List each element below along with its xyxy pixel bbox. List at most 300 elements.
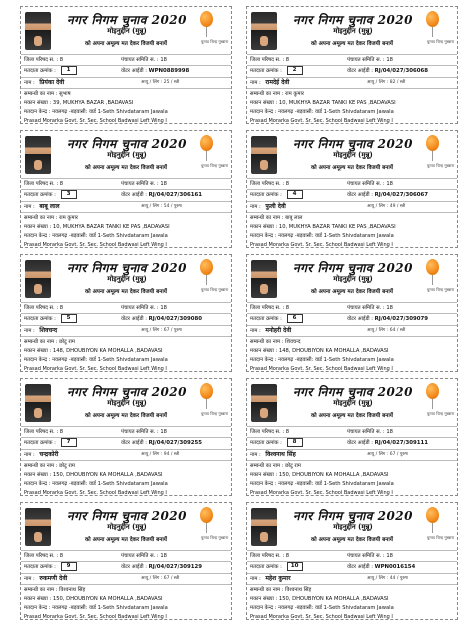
slip-header [247,7,457,54]
relative-label: सम्बन्धी का नाम : [24,215,58,221]
school-row [21,489,231,496]
candidate-photo [25,508,51,546]
district-row [247,302,457,313]
serial-label: मतदाता क्रमांक : [250,68,282,74]
voter-id: RJ/04/027/306067 [374,192,428,198]
voter-id-field: वोटर आईडी : WPN0016154 [347,564,416,570]
balloon-string [206,523,207,533]
voter-row [247,561,457,573]
house-row [247,595,457,604]
appeal-text: को अपना अमूल्य मत देकर विजयी बनायें [311,165,393,171]
candidate-name: मोइनुद्दीन (मुन्नू) [107,151,147,159]
voter-name: शिवचन्द [39,327,58,334]
balloon-string [206,399,207,409]
house-row [247,99,457,108]
school-row [247,117,457,124]
centre-row [247,604,457,613]
school-row [21,241,231,248]
name-row [21,573,231,584]
house-row [247,471,457,480]
house-address: 150, DHOUBIYON KA MOHALLA ,BADAVASI [278,596,389,602]
house-label: मकान संख्या : [250,348,278,354]
relative-row [247,584,457,595]
serial-number: 8 [287,438,303,447]
serial-label: मतदाता क्रमांक : [250,564,282,570]
school-name: Prasad Morarka Govt. Sr. Sec. School Badwasi Left Wing I [24,614,167,620]
district-value: 8 [285,305,290,311]
election-title: नगर निगम चुनाव 2020 [292,385,414,399]
centre-value: नवलगढ़ -बड़वासी: वार्ड 1-Seth Shivdataram Jawala [52,605,168,611]
voter-name: प्रियंका देवी [39,79,65,86]
centre-label: मतदान केन्द्र : [250,481,277,487]
centre-row [247,356,457,365]
centre-row [21,356,231,365]
name-label: नाम : [250,576,261,582]
name-label: नाम : [250,204,261,210]
relative-name: छोटू राम [59,463,75,469]
slip-grid [20,6,456,620]
district-label: जिला परिषद स. : [250,553,285,559]
appeal-text: को अपना अमूल्य मत देकर विजयी बनायें [311,537,393,543]
appeal-text: को अपना अमूल्य मत देकर विजयी बनायें [85,289,167,295]
name-row [21,201,231,212]
balloon-string [432,399,433,409]
house-row [247,347,457,356]
election-symbol-label: चुनाव चिन्ह गुब्बारा [426,411,454,416]
election-symbol-label: चुनाव चिन्ह गुब्बारा [200,411,228,416]
balloon-string [432,275,433,285]
relative-name: विश्वनाथ सिंह [59,587,86,593]
election-symbol-label: चुनाव चिन्ह गुब्बारा [200,535,228,540]
voter-slip [246,502,458,620]
balloon-icon [426,11,439,27]
district-label: जिला परिषद स. : [250,305,285,311]
name-row [21,77,231,88]
district-label: जिला परिषद स. : [250,429,285,435]
district-row [247,54,457,65]
election-symbol-label: चुनाव चिन्ह गुब्बारा [200,287,228,292]
voter-id-field: वोटर आईडी : RJ/04/027/306161 [121,192,202,198]
relative-label: सम्बन्धी का नाम : [250,463,284,469]
house-label: मकान संख्या : [250,472,278,478]
house-label: मकान संख्या : [24,100,52,106]
centre-row [247,480,457,489]
relative-label: सम्बन्धी का नाम : [250,587,284,593]
name-label: नाम : [24,328,35,334]
relative-label: सम्बन्धी का नाम : [24,91,58,97]
school-name: Prasad Morarka Govt. Sr. Sec. School Badwasi Left Wing I [250,490,393,496]
centre-label: मतदान केन्द्र : [24,605,51,611]
slip-header [247,503,457,550]
district-label: जिला परिषद स. : [24,553,59,559]
candidate-name: मोइनुद्दीन (मुन्नू) [333,151,373,159]
serial-label: मतदाता क्रमांक : [24,440,56,446]
panchayat-field: पंचायत समिति स. : 18 [121,305,167,311]
candidate-name: मोइनुद्दीन (मुन्नू) [107,27,147,35]
district-row [247,550,457,561]
candidate-photo [251,12,277,50]
serial-number: 1 [61,66,77,75]
balloon-string [432,523,433,533]
candidate-photo [25,384,51,422]
balloon-icon [426,383,439,399]
panchayat-field: पंचायत समिति स. : 18 [347,181,393,187]
serial-label: मतदाता क्रमांक : [24,316,56,322]
relative-row [21,212,231,223]
election-title: नगर निगम चुनाव 2020 [66,137,188,151]
balloon-string [206,27,207,37]
appeal-text: को अपना अमूल्य मत देकर विजयी बनायें [311,289,393,295]
name-row [21,325,231,336]
name-row [247,201,457,212]
house-address: 148, DHOUBIYON KA MOHALLA ,BADAVASI [52,348,163,354]
district-value: 8 [285,181,290,187]
relative-row [21,336,231,347]
voter-id-field: वोटर आईडी : RJ/04/027/306067 [347,192,428,198]
voter-id: RJ/04/027/309111 [374,440,428,446]
district-row [247,178,457,189]
serial-label: मतदाता क्रमांक : [24,564,56,570]
panchayat-field: पंचायत समिति स. : 18 [121,181,167,187]
voter-slip [246,254,458,372]
house-address: 10, MUKHYA BAZAR TANKI KE PAS ,BADAVASI [52,224,170,230]
age-gender: आयु / लिंग : 49 / स्त्री [367,204,406,209]
election-title: नगर निगम चुनाव 2020 [292,13,414,27]
house-address: 39, MUKHYA BAZAR ,BADAVASI [52,100,134,106]
balloon-string [206,151,207,161]
house-row [247,223,457,232]
house-row [21,595,231,604]
voter-id-field: वोटर आईडी : RJ/04/027/309080 [121,316,202,322]
house-address: 150, DHOUBIYON KA MOHALLA ,BADAVASI [52,596,163,602]
house-label: मकान संख्या : [250,100,278,106]
centre-row [21,108,231,117]
voter-row [247,65,457,77]
slip-header [247,131,457,178]
age-gender: आयु / लिंग : 54 / पुरुष [141,204,182,209]
voter-id: WPN0016154 [374,564,416,570]
panchayat-field: पंचायत समिति स. : 18 [121,57,167,63]
school-name: Prasad Morarka Govt. Sr. Sec. School Badwasi Left Wing I [24,490,167,496]
house-address: 150, DHOUBIYON KA MOHALLA ,BADAVASI [52,472,163,478]
serial-number: 3 [61,190,77,199]
district-label: जिला परिषद स. : [250,181,285,187]
voter-slip [246,378,458,496]
serial-label: मतदाता क्रमांक : [24,68,56,74]
age-gender: आयु / लिंग : 67 / स्त्री [141,576,180,581]
district-label: जिला परिषद स. : [250,57,285,63]
appeal-text: को अपना अमूल्य मत देकर विजयी बनायें [85,41,167,47]
age-gender: आयु / लिंग : 67 / पुरुष [367,452,408,457]
voter-name: रुकमणी देवी [39,575,68,582]
house-label: मकान संख्या : [24,348,52,354]
candidate-photo [25,260,51,298]
voter-row [247,189,457,201]
centre-value: नवलगढ़ -बड़वासी: वार्ड 1-Seth Shivdataram Jawala [278,233,394,239]
district-value: 8 [59,553,64,559]
balloon-string [432,27,433,37]
house-address: 10, MUKHYA BAZAR TANKI KE PAS ,BADAVASI [278,224,396,230]
centre-label: मतदान केन्द्र : [24,357,51,363]
balloon-icon [200,135,213,151]
district-label: जिला परिषद स. : [24,57,59,63]
election-title: नगर निगम चुनाव 2020 [66,509,188,523]
voter-slip [20,378,232,496]
voter-slip [246,6,458,124]
relative-name: सुभाष [59,91,71,97]
house-label: मकान संख्या : [24,224,52,230]
voter-id: RJ/04/027/306068 [374,68,428,74]
district-value: 8 [59,57,64,63]
relative-name: छोटू राम [59,339,75,345]
voter-slip [20,254,232,372]
voter-id: RJ/04/027/309080 [148,316,202,322]
slip-header [21,7,231,54]
candidate-name: मोइनुद्दीन (मुन्नू) [333,523,373,531]
centre-row [247,108,457,117]
centre-row [247,232,457,241]
appeal-text: को अपना अमूल्य मत देकर विजयी बनायें [311,413,393,419]
serial-number: 5 [61,314,77,323]
slip-header [247,255,457,302]
relative-label: सम्बन्धी का नाम : [24,463,58,469]
election-title: नगर निगम चुनाव 2020 [292,261,414,275]
election-title: नगर निगम चुनाव 2020 [292,137,414,151]
school-name: Prasad Morarka Govt. Sr. Sec. School Badwasi Left Wing I [250,242,393,248]
centre-row [21,604,231,613]
voter-row [21,313,231,325]
balloon-string [432,151,433,161]
appeal-text: को अपना अमूल्य मत देकर विजयी बनायें [85,413,167,419]
age-gender: आयु / लिंग : 25 / स्त्री [141,80,180,85]
election-symbol-label: चुनाव चिन्ह गुब्बारा [426,39,454,44]
balloon-icon [426,507,439,523]
slip-header [21,131,231,178]
name-label: नाम : [24,80,35,86]
panchayat-field: पंचायत समिति स. : 18 [121,429,167,435]
centre-value: नवलगढ़ -बड़वासी: वार्ड 1-Seth Shivdataram Jawala [52,233,168,239]
district-label: जिला परिषद स. : [24,429,59,435]
house-row [21,471,231,480]
house-label: मकान संख्या : [250,224,278,230]
school-row [247,241,457,248]
district-value: 8 [59,429,64,435]
district-row [21,550,231,561]
relative-row [247,460,457,471]
centre-value: नवलगढ़ -बड़वासी: वार्ड 1-Seth Shivdataram Jawala [278,481,394,487]
appeal-text: को अपना अमूल्य मत देकर विजयी बनायें [85,537,167,543]
panchayat-field: पंचायत समिति स. : 18 [347,305,393,311]
voter-row [247,313,457,325]
house-address: 10, MUKHYA BAZAR TANKI KE PAS ,BADAVASI [278,100,396,106]
school-name: Prasad Morarka Govt. Sr. Sec. School Badwasi Left Wing I [250,366,393,372]
balloon-icon [426,259,439,275]
serial-number: 10 [287,562,303,571]
serial-label: मतदाता क्रमांक : [250,316,282,322]
school-row [21,613,231,620]
relative-label: सम्बन्धी का नाम : [250,91,284,97]
election-title: नगर निगम चुनाव 2020 [66,13,188,27]
candidate-photo [25,12,51,50]
name-row [21,449,231,460]
voter-id: RJ/04/027/309255 [148,440,202,446]
centre-row [21,232,231,241]
voter-row [21,189,231,201]
candidate-photo [25,136,51,174]
candidate-name: मोइनुद्दीन (मुन्नू) [107,275,147,283]
relative-label: सम्बन्धी का नाम : [250,339,284,345]
voter-id: WPN0889998 [148,68,190,74]
panchayat-field: पंचायत समिति स. : 18 [347,429,393,435]
voter-slip [20,6,232,124]
district-row [21,426,231,437]
election-symbol-label: चुनाव चिन्ह गुब्बारा [426,535,454,540]
centre-value: नवलगढ़ -बड़वासी: वार्ड 1-Seth Shivdataram Jawala [278,357,394,363]
balloon-icon [200,383,213,399]
school-row [247,489,457,496]
voter-name: बाबू लाल [39,203,60,210]
candidate-name: मोइनुद्दीन (मुन्नू) [107,523,147,531]
name-row [247,77,457,88]
house-label: मकान संख्या : [250,596,278,602]
voter-row [21,437,231,449]
voter-id: RJ/04/027/309129 [148,564,202,570]
centre-label: मतदान केन्द्र : [250,233,277,239]
district-row [21,54,231,65]
house-label: मकान संख्या : [24,596,52,602]
voter-id-field: वोटर आईडी : RJ/04/027/309111 [347,440,428,446]
voter-name: फुली देवी [265,203,286,210]
age-gender: आयु / लिंग : 44 / पुरुष [367,576,408,581]
district-label: जिला परिषद स. : [24,181,59,187]
panchayat-field: पंचायत समिति स. : 18 [347,57,393,63]
candidate-name: मोइनुद्दीन (मुन्नू) [333,27,373,35]
house-row [21,99,231,108]
serial-number: 4 [287,190,303,199]
district-label: जिला परिषद स. : [24,305,59,311]
house-address: 150, DHOUBIYON KA MOHALLA ,BADAVASI [278,472,389,478]
panchayat-field: पंचायत समिति स. : 18 [121,553,167,559]
election-symbol-label: चुनाव चिन्ह गुब्बारा [426,287,454,292]
voter-row [21,65,231,77]
relative-name: शिवचन्द [285,339,301,345]
voter-name: मनोहरी देवी [265,327,292,334]
candidate-name: मोइनुद्दीन (मुन्नू) [333,399,373,407]
district-value: 8 [285,57,290,63]
centre-label: मतदान केन्द्र : [24,233,51,239]
election-title: नगर निगम चुनाव 2020 [292,509,414,523]
voter-name: विश्वनाथ सिंह [265,451,296,458]
slip-header [247,379,457,426]
name-label: नाम : [250,452,261,458]
balloon-icon [426,135,439,151]
school-name: Prasad Morarka Govt. Sr. Sec. School Badwasi Left Wing I [250,614,393,620]
relative-label: सम्बन्धी का नाम : [24,339,58,345]
voter-id: RJ/04/027/306161 [148,192,202,198]
serial-label: मतदाता क्रमांक : [24,192,56,198]
school-row [21,365,231,372]
voter-row [247,437,457,449]
district-value: 8 [59,305,64,311]
relative-label: सम्बन्धी का नाम : [250,215,284,221]
balloon-icon [200,259,213,275]
relative-name: बाबू लाल [285,215,303,221]
name-label: नाम : [24,576,35,582]
voter-id-field: वोटर आईडी : RJ/04/027/309255 [121,440,202,446]
election-symbol-label: चुनाव चिन्ह गुब्बारा [426,163,454,168]
balloon-string [206,275,207,285]
relative-row [247,88,457,99]
serial-label: मतदाता क्रमांक : [250,192,282,198]
school-name: Prasad Morarka Govt. Sr. Sec. School Badwasi Left Wing I [24,366,167,372]
house-row [21,223,231,232]
candidate-name: मोइनुद्दीन (मुन्नू) [333,275,373,283]
relative-name: राम कुमार [59,215,78,221]
balloon-icon [200,507,213,523]
voter-id-field: वोटर आईडी : RJ/04/027/309079 [347,316,428,322]
age-gender: आयु / लिंग : 67 / पुरुष [141,328,182,333]
relative-name: राम कुमार [285,91,304,97]
relative-row [247,212,457,223]
name-label: नाम : [250,80,261,86]
balloon-icon [200,11,213,27]
name-label: नाम : [250,328,261,334]
panchayat-field: पंचायत समिति स. : 18 [347,553,393,559]
name-row [247,449,457,460]
election-symbol-label: चुनाव चिन्ह गुब्बारा [200,163,228,168]
candidate-photo [251,384,277,422]
voter-id-field: वोटर आईडी : WPN0889998 [121,68,190,74]
school-row [247,613,457,620]
relative-name: विश्वनाथ सिंह [285,587,312,593]
age-gender: आयु / लिंग : 64 / स्त्री [367,328,406,333]
serial-number: 6 [287,314,303,323]
centre-value: नवलगढ़ -बड़वासी: वार्ड 1-Seth Shivdataram Jawala [52,109,168,115]
candidate-photo [251,508,277,546]
centre-label: मतदान केन्द्र : [250,605,277,611]
candidate-photo [251,260,277,298]
centre-value: नवलगढ़ -बड़वासी: वार्ड 1-Seth Shivdataram Jawala [278,109,394,115]
house-address: 148, DHOUBIYON KA MOHALLA ,BADAVASI [278,348,389,354]
voter-name: महेश कुमार [265,575,291,582]
name-label: नाम : [24,204,35,210]
voter-id: RJ/04/027/309079 [374,316,428,322]
relative-name: छोटू राम [285,463,301,469]
centre-label: मतदान केन्द्र : [24,109,51,115]
election-title: नगर निगम चुनाव 2020 [66,261,188,275]
school-name: Prasad Morarka Govt. Sr. Sec. School Badwasi Left Wing I [24,242,167,248]
voter-slip [20,502,232,620]
district-row [21,302,231,313]
voter-name: चन्द्रकोरी [39,451,59,458]
centre-row [21,480,231,489]
centre-label: मतदान केन्द्र : [24,481,51,487]
school-name: Prasad Morarka Govt. Sr. Sec. School Badwasi Left Wing I [250,118,393,124]
house-row [21,347,231,356]
relative-label: सम्बन्धी का नाम : [24,587,58,593]
relative-row [247,336,457,347]
school-name: Prasad Morarka Govt. Sr. Sec. School Badwasi Left Wing I [24,118,167,124]
voter-row [21,561,231,573]
age-gender: आयु / लिंग : 82 / स्त्री [367,80,406,85]
relative-row [21,460,231,471]
relative-row [21,584,231,595]
centre-value: नवलगढ़ -बड़वासी: वार्ड 1-Seth Shivdataram Jawala [52,357,168,363]
election-symbol-label: चुनाव चिन्ह गुब्बारा [200,39,228,44]
serial-label: मतदाता क्रमांक : [250,440,282,446]
voter-slip [20,130,232,248]
centre-value: नवलगढ़ -बड़वासी: वार्ड 1-Seth Shivdataram Jawala [52,481,168,487]
